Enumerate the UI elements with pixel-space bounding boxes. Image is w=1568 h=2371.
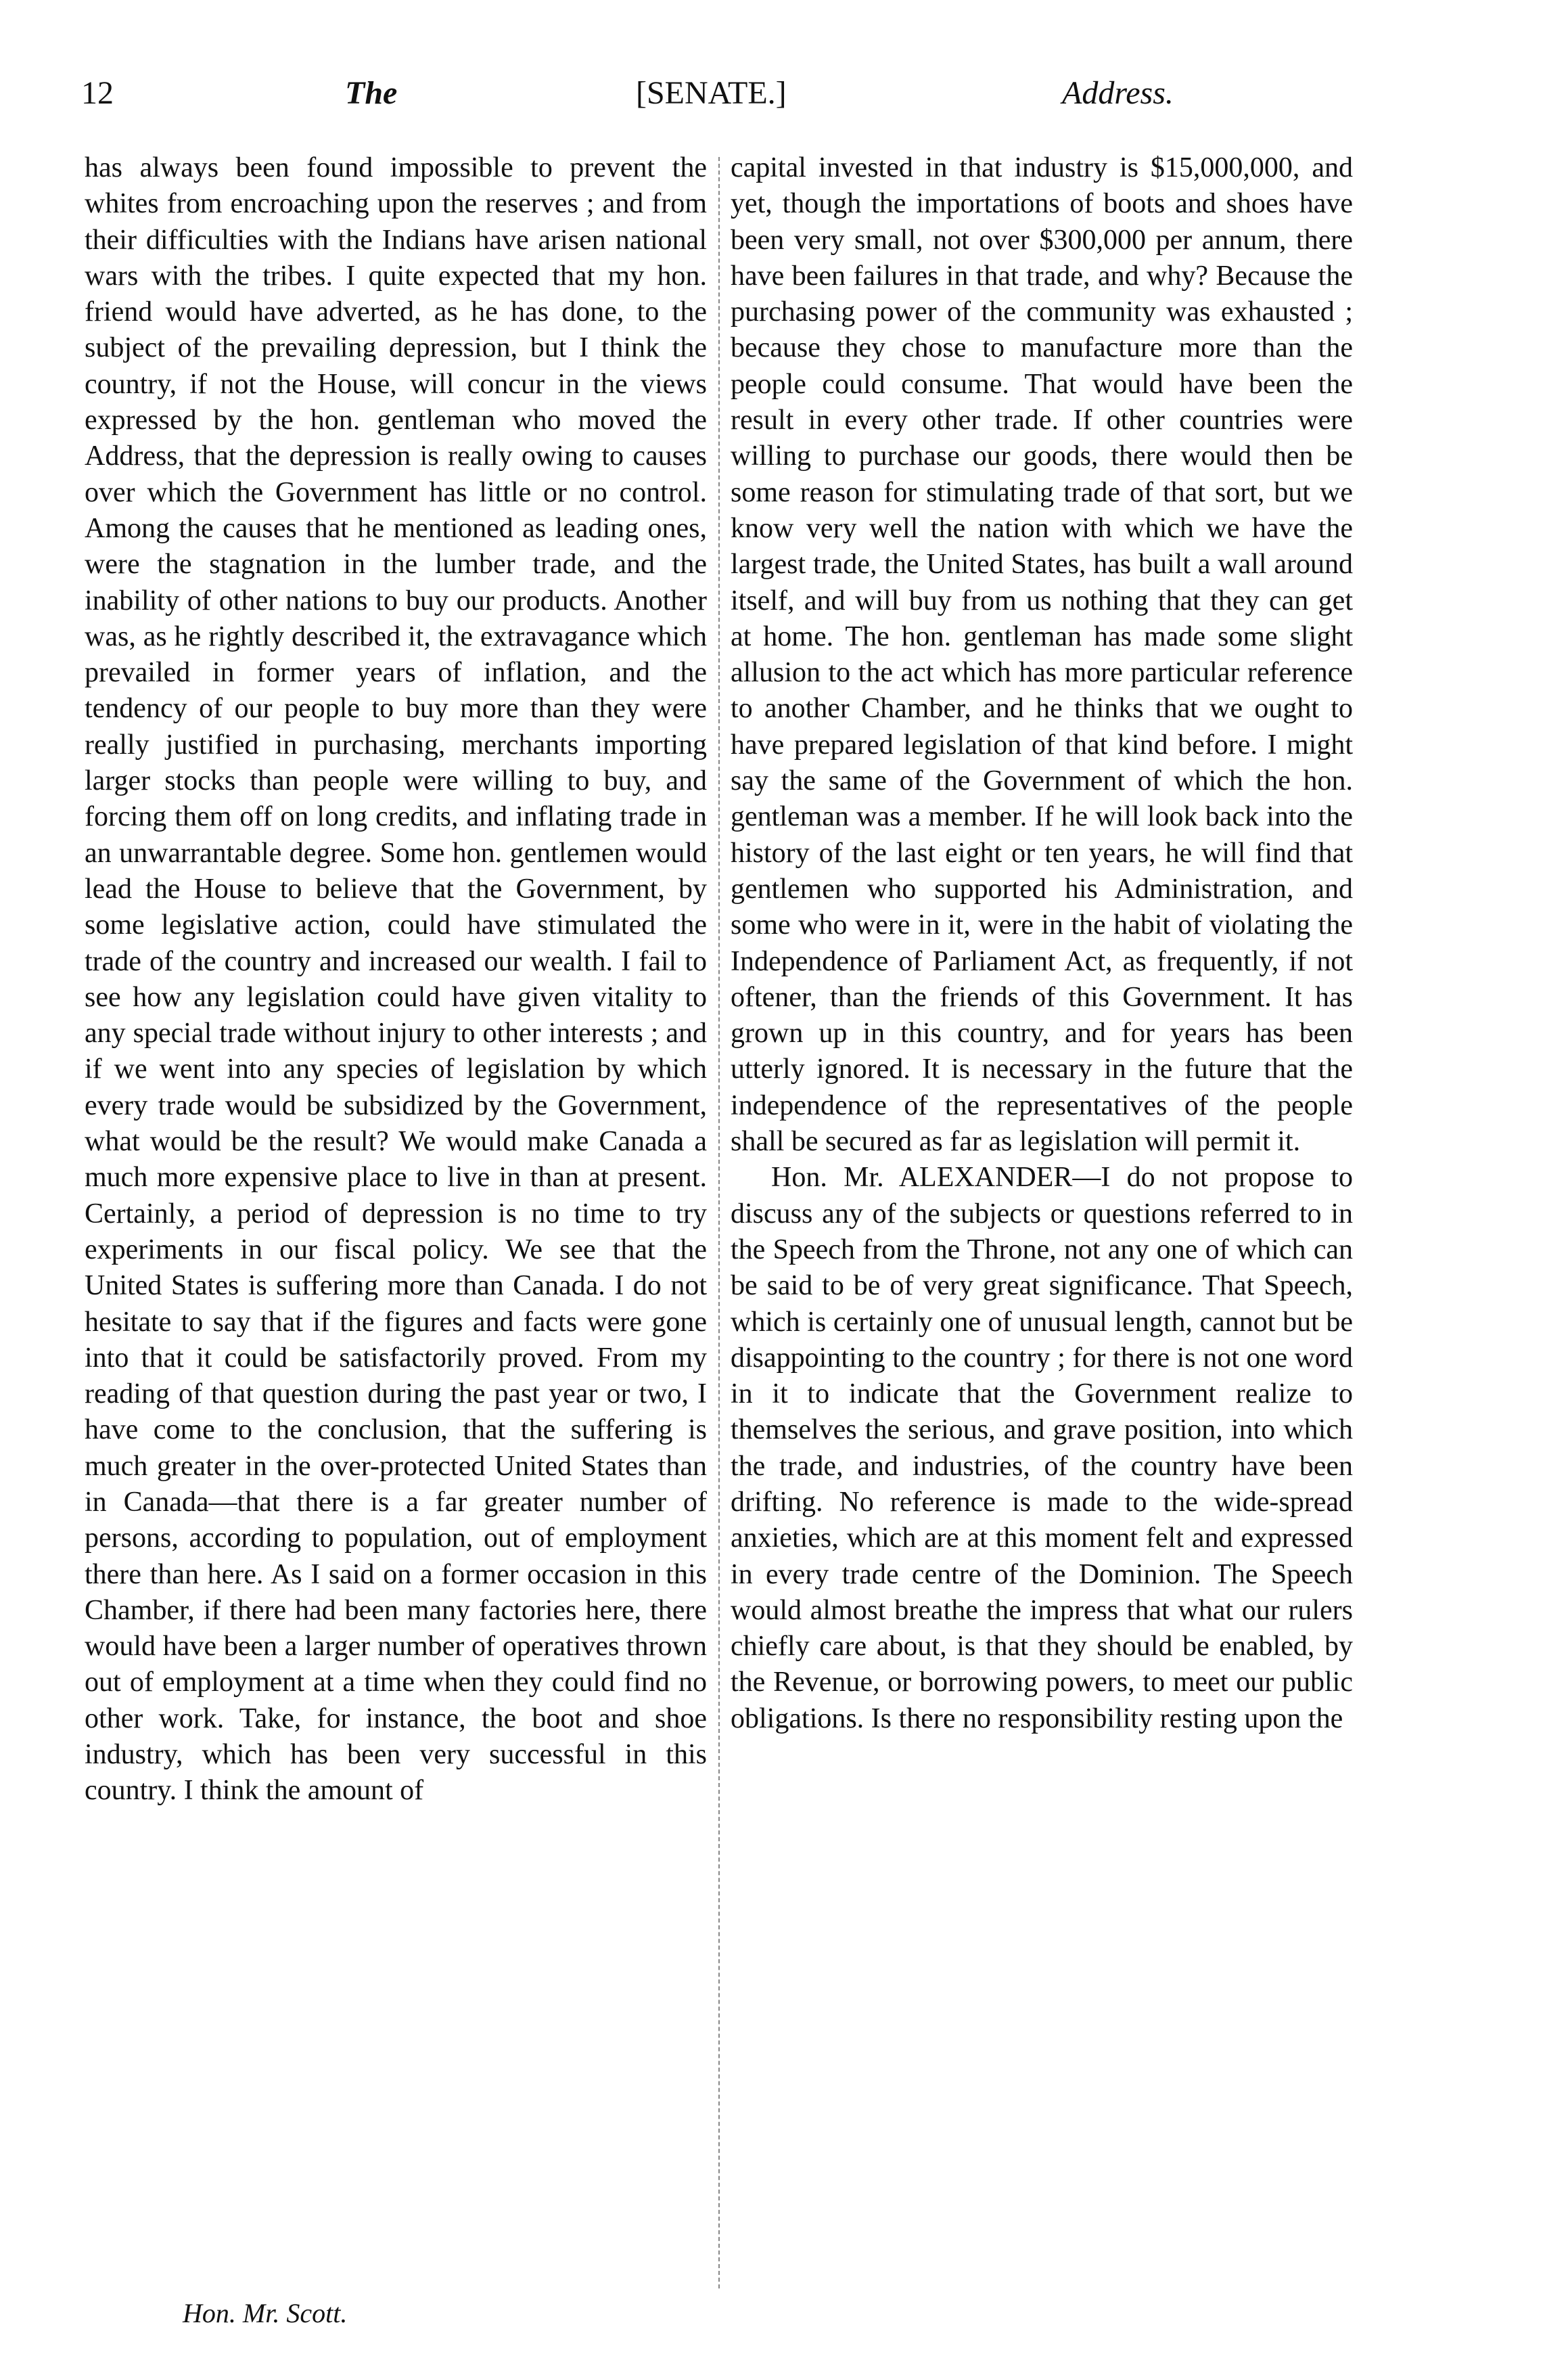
left-column (85, 150, 707, 1809)
page-header (81, 74, 1366, 122)
right-column-paragraph-1: capital invested in that industry is $15,000,000, and yet, though the importations of boots and shoes have been very small, not over $300,000 per annum, there have been failures in that trade, and why? Because the purchasing power of the community was exhausted ; because they chose to manufacture more than the people could consume. That would have been the result in every other trade. If other countries were willing to purchase our goods, there would then be some reason for stimulating trade of that sort, but we know very well the nation with which we have the largest trade, the United States, has built a wall around itself, and will buy from us nothing that they can get at home. The hon. gentleman has made some slight allusion to the act which has more particular reference to another Chamber, and he thinks that we ought to have prepared legislation of that kind before. I might say the same of the Government of which the hon. gentleman was a member. If he will look back into the history of the last eight or ten years, he will find that gentlemen who supported his Administration, and some who were in it, were in the habit of violating the Independence of Parliament Act, as frequently, if not oftener, than the friends of this Government. It has grown up in this country, and for years has been utterly ignored. It is necessary in the future that the independence of the representatives of the people shall be secured as far as legislation will permit it. (731, 152, 1353, 1158)
right-column (731, 150, 1353, 1737)
footer-speaker: Hon. Mr. Scott. (183, 2298, 348, 2328)
page-number: 12 (81, 75, 114, 111)
column-divider (718, 157, 720, 2288)
right-column-paragraph-2: Hon. Mr. ALEXANDER—I do not propose to discuss any of the subjects or questions referred to in the Speech from the Throne, not any one of which can be said to be of very great significance. That Speech, which is certainly one of unusual length, cannot but be disappointing to the country ; for there is not one word in it to indicate that the Government realize to themselves the serious, and grave position, into which the trade, and industries, of the country have been drifting. No reference is made to the wide-spread anxieties, which are at this moment felt and expressed in every trade centre of the Dominion. The Speech would almost breathe the impress that what our rulers chiefly care about, is that they should be enabled, by the Revenue, or borrowing powers, to meet our public obligations. Is there no responsibility resting upon the (731, 1162, 1353, 1734)
header-right-title: Address. (1062, 75, 1174, 111)
header-center-title: [SENATE.] (636, 75, 787, 111)
left-column-text: has always been found impossible to prevent the whites from encroaching upon the reserves ; and from their difficulties with the Indians have arisen national wars with the tribes. I quite expected that my hon. friend would have adverted, as he has done, to the subject of the prevailing depression, but I think the country, if not the House, will concur in the views expressed by the hon. gentleman who moved the Address, that the depression is really owing to causes over which the Government has little or no control. Among the causes that he mentioned as leading ones, were the stagnation in the lumber trade, and the inability of other nations to buy our products. Another was, as he rightly described it, the extravagance which prevailed in former years of inflation, and the tendency of our people to buy more than they were really justified in purchasing, merchants importing larger stocks than people were willing to buy, and forcing them off on long credits, and inflating trade in an unwarrantable degree. Some hon. gentlemen would lead the House to believe that the Government, by some legislative action, could have stimulated the trade of the country and increased our wealth. I fail to see how any legislation could have given vitality to any special trade without injury to other interests ; and if we went into any species of legislation by which every trade would be subsidized by the Government, what would be the result? We would make Canada a much more expensive place to live in than at present. Certainly, a period of depression is no time to try experiments in our fiscal policy. We see that the United States is suffering more than Canada. I do not hesitate to say that if the figures and facts were gone into that it could be satisfactorily proved. From my reading of that question during the past year or two, I have come to the conclusion, that the suffering is much greater in the over-protected United States than in Canada—that there is a far greater number of persons, according to population, out of employment there than here. As I said on a former occasion in this Chamber, if there had been many factories here, there would have been a larger number of operatives thrown out of employment at a time when they could find no other work. Take, for instance, the boot and shoe industry, which has been very successful in this country. I think the amount of (85, 152, 707, 1807)
header-left-title: The (345, 75, 398, 111)
